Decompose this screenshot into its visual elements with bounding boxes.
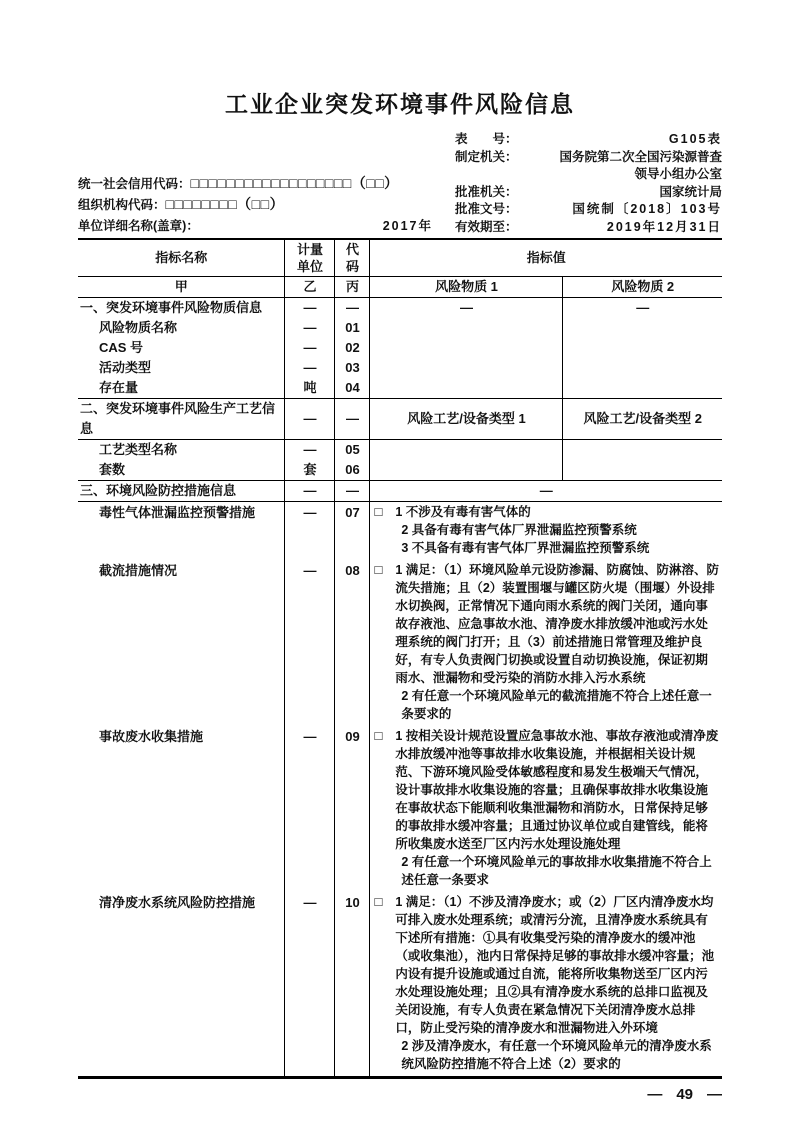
indicator-row-01 — [78, 318, 722, 338]
unit-cell: — — [285, 726, 335, 892]
section-title: 一、突发环境事件风险物质信息 — [78, 298, 285, 319]
valid-until-value: 2019年12月31日 — [606, 219, 722, 234]
table-header-row — [78, 239, 722, 277]
indicator-name: 毒性气体泄漏监控预警措施 — [78, 502, 285, 561]
header-unit: 计量 单位 — [285, 239, 335, 277]
approving-agency-line — [455, 184, 722, 202]
option-text: 2 涉及清净废水，有任意一个环境风险单元的清净废水系统风险防控措施不符合上述（2）要求的 — [401, 1039, 712, 1071]
section-row-2 — [78, 399, 722, 440]
indicator-name: 套数 — [78, 460, 285, 481]
option-text: 1 满足：（1）环境风险单元设防渗漏、防腐蚀、防淋溶、防流失措施；且（2）装置围堰与罐区防火堤（围堰）外设排水切换阀，正常情况下通向雨水系统的阀门关闭，通向事故存液池、应急事故水池、清净废水排放缓冲池或污水处理系统的阀门打开；且（3）前述措施日常管理及维护良好，有专人负责阀门切换或设置自动切换设施，保证初期雨水、泄漏物和受污染的消防水排入污水系统 — [395, 563, 719, 685]
value-cell: — — [370, 298, 563, 319]
indicator-row-04 — [78, 378, 722, 399]
value-cell — [370, 892, 722, 1078]
page-number: 49 — [676, 1086, 693, 1103]
unit-cell: — — [285, 481, 335, 502]
indicator-name: CAS 号 — [78, 338, 285, 358]
option-text: 2 有任意一个环境风险单元的事故排水收集措施不符合上述任意一条要求 — [401, 855, 712, 887]
checkbox-icon: □ — [374, 894, 383, 909]
option-text: 1 不涉及有毒有害气体的 — [395, 505, 531, 519]
approval-doc-value: 国统制〔2018〕103号 — [572, 202, 722, 216]
org-code-line — [78, 194, 455, 216]
indicator-row-05 — [78, 440, 722, 461]
option-list — [395, 893, 720, 1073]
unit-name-label: 单位详细名称(盖章)： — [78, 218, 199, 233]
code-cell: 06 — [335, 460, 370, 481]
unit-cell: 吨 — [285, 378, 335, 399]
subheader-substance-2: 风险物质 2 — [563, 277, 722, 298]
indicator-name: 存在量 — [78, 378, 285, 399]
value-cell-blank — [370, 440, 563, 461]
code-cell: 04 — [335, 378, 370, 399]
value-cell: — — [370, 481, 722, 502]
option-list — [395, 503, 720, 557]
unit-cell: — — [285, 440, 335, 461]
checkbox-icon: □ — [374, 728, 383, 743]
value-cell-blank — [370, 460, 563, 481]
value-cell-blank — [563, 460, 722, 481]
option-text: 2 具备有毒有害气体厂界泄漏监控预警系统 — [401, 523, 637, 537]
form-number-line — [455, 131, 722, 149]
org-code-check-boxes: （□□） — [237, 196, 285, 212]
code-cell: 08 — [335, 560, 370, 726]
indicator-name: 活动类型 — [78, 358, 285, 378]
value-cell-blank — [563, 318, 722, 338]
section-row-1 — [78, 298, 722, 319]
value-cell — [370, 726, 722, 892]
issuing-agency-line — [455, 149, 722, 167]
code-cell: — — [335, 481, 370, 502]
subheader-bing: 丙 — [335, 277, 370, 298]
value-cell-blank — [563, 338, 722, 358]
meta-right-block — [455, 131, 722, 236]
section-title: 三、环境风险防控措施信息 — [78, 481, 285, 502]
indicator-row-06 — [78, 460, 722, 481]
indicator-row-02 — [78, 338, 722, 358]
checkbox-icon: □ — [374, 562, 383, 577]
checkbox-icon: □ — [374, 504, 383, 519]
value-cell: — — [636, 300, 650, 315]
code-cell: 07 — [335, 502, 370, 561]
indicator-name: 清净废水系统风险防控措施 — [78, 892, 285, 1078]
code-cell: — — [335, 399, 370, 440]
indicator-name: 事故废水收集措施 — [78, 726, 285, 892]
valid-until-label: 有效期至： — [455, 219, 518, 234]
risk-info-table — [78, 238, 722, 1079]
form-header-meta — [78, 131, 722, 238]
value-cell-blank — [370, 378, 563, 399]
code-cell: 05 — [335, 440, 370, 461]
page-footer — [78, 1086, 722, 1103]
indicator-name: 工艺类型名称 — [78, 440, 285, 461]
code-cell: — — [335, 298, 370, 319]
credit-code-check-boxes: （□□） — [351, 174, 399, 191]
section-row-3 — [78, 481, 722, 502]
unit-name-line — [78, 216, 455, 237]
value-cell — [370, 560, 722, 726]
value-cell — [370, 502, 722, 561]
unit-cell: — — [285, 338, 335, 358]
footer-dash-right: — — [707, 1086, 722, 1103]
unit-cell: — — [285, 502, 335, 561]
credit-code-boxes: □□□□□□□□□□□□□□□□□□ — [190, 174, 352, 191]
table-subheader-row — [78, 277, 722, 298]
subheader-process-2: 风险工艺/设备类型 2 — [563, 399, 722, 440]
header-code: 代 码 — [335, 239, 370, 277]
option-text: 3 不具备有毒有害气体厂界泄漏监控预警系统 — [401, 541, 650, 555]
valid-until-line — [455, 219, 722, 237]
value-cell-blank — [563, 440, 722, 461]
code-cell: 10 — [335, 892, 370, 1078]
value-cell-blank — [370, 338, 563, 358]
subheader-yi: 乙 — [285, 277, 335, 298]
unit-cell: — — [285, 892, 335, 1078]
header-indicator-name: 指标名称 — [78, 239, 285, 277]
unit-cell: — — [285, 560, 335, 726]
approving-agency-label: 批准机关： — [455, 184, 518, 199]
value-cell-blank — [563, 358, 722, 378]
measure-row-10 — [78, 892, 722, 1078]
unit-cell: — — [285, 399, 335, 440]
code-cell: 09 — [335, 726, 370, 892]
measure-row-09 — [78, 726, 722, 892]
value-cell-blank — [370, 358, 563, 378]
measure-row-07 — [78, 502, 722, 561]
subheader-substance-1: 风险物质 1 — [370, 277, 563, 298]
meta-left-block — [78, 173, 455, 237]
footer-dash-left: — — [647, 1086, 663, 1103]
indicator-name: 风险物质名称 — [78, 318, 285, 338]
unit-cell: 套 — [285, 460, 335, 481]
issuing-agency-label: 制定机关： — [455, 149, 518, 164]
indicator-name: 截流措施情况 — [78, 560, 285, 726]
section-title: 二、突发环境事件风险生产工艺信息 — [78, 399, 285, 440]
option-text: 1 按相关设计规范设置应急事故水池、事故存液池或清净废水排放缓冲池等事故排水收集设施，并根据相关设计规范、下游环境风险受体敏感程度和易发生极端天气情况，设计事故排水收集设施的容量；且确保事故排水收集设施在事故状态下能顺利收集泄漏物和消防水，日常保持足够的事故排水缓冲容量；且通过协议单位或自建管线，能将所收集废水送至厂区内污水处理设施处理 — [395, 729, 719, 851]
issuing-agency-line2 — [455, 166, 722, 184]
option-text: 1 满足：（1）不涉及清净废水；或（2）厂区内清净废水均可排入废水处理系统；或清污分流，且清净废水系统具有下述所有措施：①具有收集受污染的清净废水的缓冲池（或收集池），池内日常保持足够的事故排水缓冲容量；池内设有提升设施或通过自流，能将所收集物送至厂区内污水处理设施处理；且②具有清净废水系统的总排口监视及关闭设施，有专人负责在紧急情况下关闭清净废水总排口，防止受污染的清净废水和泄漏物进入外环境 — [395, 895, 715, 1035]
indicator-row-03 — [78, 358, 722, 378]
org-code-boxes: □□□□□□□□ — [165, 196, 238, 212]
option-list — [395, 561, 720, 723]
credit-code-line — [78, 173, 455, 195]
option-text: 2 有任意一个环境风险单元的截流措施不符合上述任意一条要求的 — [401, 689, 712, 721]
option-list — [395, 727, 720, 889]
subheader-process-1: 风险工艺/设备类型 1 — [370, 399, 563, 440]
code-cell: 01 — [335, 318, 370, 338]
subheader-jia: 甲 — [78, 277, 285, 298]
approval-doc-line — [455, 201, 722, 219]
issuing-agency-value2: 领导小组办公室 — [634, 167, 722, 181]
org-code-label: 组织机构代码： — [78, 198, 166, 212]
approval-doc-label: 批准文号： — [455, 202, 518, 216]
survey-year: 2017年 — [382, 218, 433, 233]
unit-cell: — — [285, 358, 335, 378]
issuing-agency-value: 国务院第二次全国污染源普查 — [559, 149, 722, 164]
form-number-value: G105表 — [668, 132, 722, 146]
code-cell: 03 — [335, 358, 370, 378]
approving-agency-value: 国家统计局 — [659, 184, 722, 199]
code-cell: 02 — [335, 338, 370, 358]
value-cell-blank — [563, 378, 722, 399]
value-cell-blank — [370, 318, 563, 338]
credit-code-label: 统一社会信用代码： — [78, 176, 191, 191]
form-number-label: 表 号： — [455, 132, 518, 146]
form-title: 工业企业突发环境事件风险信息 — [225, 91, 575, 117]
header-indicator-value: 指标值 — [370, 239, 722, 277]
unit-cell: — — [285, 298, 335, 319]
unit-cell: — — [285, 318, 335, 338]
measure-row-08 — [78, 560, 722, 726]
